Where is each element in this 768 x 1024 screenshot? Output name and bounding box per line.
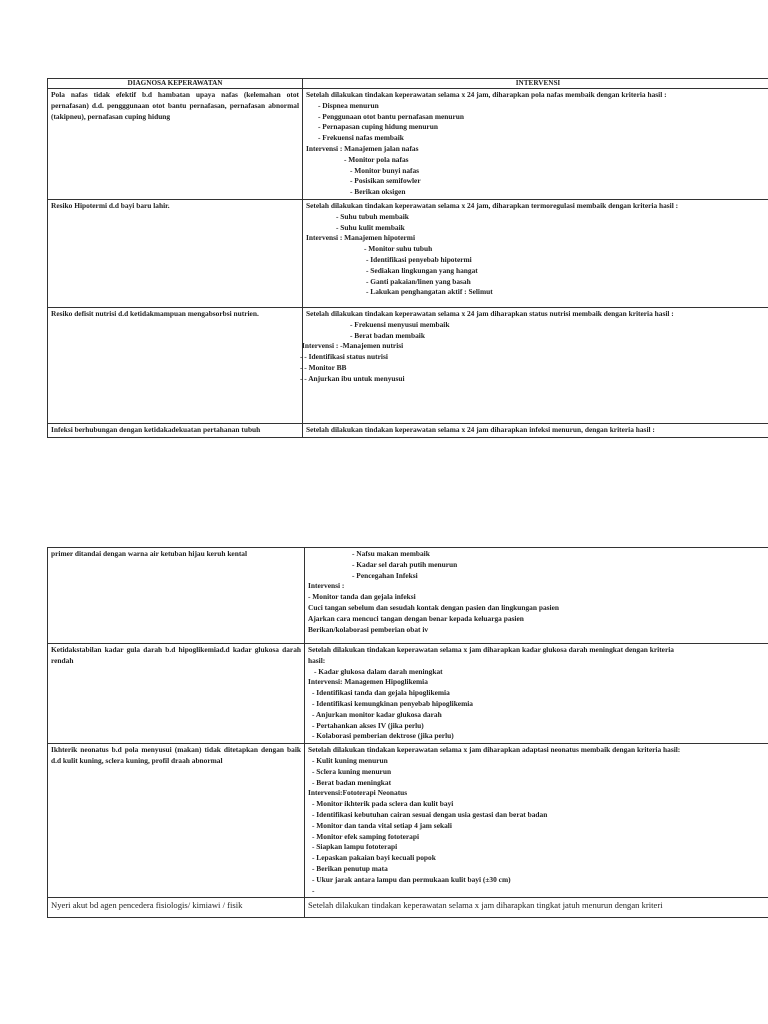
intervention-line: Intervensi : [308, 581, 345, 591]
intervention-line: Setelah dilakukan tindakan keperawatan selama x 24 jam diharapkan status nutrisi membaik dengan kriteria hasil : [306, 308, 674, 318]
intervention-line: - Nafsu makan membaik [352, 549, 430, 558]
table-body [48, 89, 768, 438]
diagnosis-cell: Resiko defisit nutrisi d.d ketidakmampuan mengabsorbsi nutrien. [48, 307, 303, 423]
intervention-line: Intervensi: Managemen Hipoglikemia [308, 677, 428, 687]
intervention-line: - Identifikasi tanda dan gejala hipoglikemia [312, 688, 450, 698]
intervention-line: - Identifikasi penyebab hipotermi [366, 254, 472, 264]
intervention-line: Setelah dilakukan tindakan keperawatan selama x 24 jam diharapkan infeksi menurun, dengan kriteria hasil : [306, 424, 655, 434]
intervention-cell [303, 89, 768, 200]
nursing-care-table-page-1 [47, 78, 768, 438]
intervention-line: Cuci tangan sebelum dan sesudah kontak dengan pasien dan lingkungan pasien [308, 602, 559, 612]
intervention-line: Intervensi : Manajemen jalan nafas [306, 143, 419, 153]
intervention-line: hasil: [308, 655, 326, 665]
intervention-cell [303, 199, 768, 307]
intervention-line: - [312, 885, 315, 895]
intervention-line: - Monitor tanda dan gejala infeksi [308, 592, 416, 602]
intervention-line: - Frekuensi nafas membaik [318, 133, 404, 143]
intervention-line: - Anjurkan monitor kadar glukosa darah [312, 709, 442, 719]
intervention-line: - Berikan penutup mata [312, 863, 388, 873]
intervention-line: - Pernapasan cuping hidung menurun [318, 122, 438, 132]
diagnosis-cell: Ikhterik neonatus b.d pola menyusui (makan) tidak ditetapkan dengan baik d.d kulit kuning, sclera kuning, profil draah abnormal [48, 744, 305, 898]
diagnosis-cell: Ketidakstabilan kadar gula darah b.d hipoglikemiad.d kadar glukosa darah rendah [48, 644, 305, 744]
diagnosis-cell: Resiko Hipotermi d.d bayi baru lahir. [48, 199, 303, 307]
intervention-line: - Kolaborasi pemberian dektrose (jika perlu) [312, 731, 454, 741]
diagnosis-cell: Nyeri akut bd agen pencedera fisiologis/ kimiawi / fisik [48, 898, 305, 918]
intervention-line: - Siapkan lampu fototerapi [312, 842, 398, 852]
intervention-line: - Monitor pola nafas [344, 154, 409, 164]
intervention-line: - Ukur jarak antara lampu dan permukaan kulit bayi (±30 cm) [312, 874, 511, 884]
table-row [48, 548, 768, 644]
intervention-line: - Lakukan penghangatan aktif : Selimut [366, 287, 493, 297]
intervention-line: - Suhu tubuh membaik [336, 211, 409, 221]
intervention-line: - - Identifikasi status nutrisi [300, 352, 388, 362]
intervention-line: - Suhu kulit membaik [336, 222, 405, 232]
table-body [48, 548, 768, 918]
intervention-cell [300, 307, 768, 423]
intervention-line: Berikan/kolaborasi pemberian obat iv [308, 624, 429, 634]
intervention-line: - Sclera kuning menurun [312, 766, 392, 776]
intervention-line: - Berat badan membaik [350, 330, 425, 340]
intervention-line: - - Anjurkan ibu untuk menyusui [300, 373, 405, 383]
diagnosis-cell: primer ditandai dengan warna air ketuban hijau keruh kental [48, 548, 305, 644]
intervention-line: Ajarkan cara mencuci tangan dengan benar kepada keluarga pasien [308, 613, 524, 623]
intervention-line: - Pencegahan Infeksi [352, 570, 418, 580]
header-intervention: INTERVENSI [303, 79, 768, 89]
intervention-line: - Posisikan semifowler [350, 176, 421, 186]
table-row [48, 199, 768, 307]
intervention-line: Setelah dilakukan tindakan keperawatan selama x 24 jam, diharapkan pola nafas membaik dengan kriteria hasil : [306, 90, 667, 99]
intervention-line: - Monitor dan tanda vital setiap 4 jam sekali [312, 820, 452, 830]
table-row [48, 898, 768, 918]
table-row [48, 644, 768, 744]
header-diagnosis: DIAGNOSA KEPERAWATAN [48, 79, 303, 89]
intervention-line: - - Monitor BB [300, 362, 347, 372]
intervention-line: - Identifikasi kemungkinan penyebab hipoglikemia [312, 698, 473, 708]
intervention-line: - Pertahankan akses IV (jika perlu) [312, 720, 424, 730]
intervention-line: - Kadar glukosa dalam darah meningkat [314, 666, 443, 676]
intervention-cell [305, 548, 768, 644]
intervention-cell [305, 898, 768, 918]
table-header-row [48, 79, 768, 89]
intervention-line: Intervensi : -Manajemen nutrisi [302, 341, 404, 351]
intervention-line: Intervensi:Fototerapi Neonatus [308, 788, 408, 798]
intervention-line: - Monitor bunyi nafas [350, 165, 420, 175]
table-row [48, 744, 768, 898]
intervention-line: Setelah dilakukan tindakan keperawatan selama x 24 jam, diharapkan termoregulasi membaik dengan kriteria hasil : [306, 200, 679, 210]
table-row [48, 89, 768, 200]
table-row [48, 423, 768, 437]
diagnosis-cell: Infeksi berhubungan dengan ketidakadekuatan pertahanan tubuh [48, 423, 303, 437]
nursing-care-table-page-2 [47, 547, 768, 918]
intervention-cell [305, 644, 768, 744]
intervention-line: - Sediakan lingkungan yang hangat [366, 265, 478, 275]
intervention-line: - Penggunaan otot bantu pernafasan menurun [318, 111, 464, 121]
intervention-cell [305, 744, 768, 898]
intervention-line: - Kulit kuning menurun [312, 755, 388, 765]
diagnosis-cell: Pola nafas tidak efektif b.d hambatan upaya nafas (kelemahan otot pernafasan) d.d. pengggunaan otot bantu pernafasan, pernafasan abnormal (takipneu), pernafasan cuping hidung [48, 89, 303, 200]
intervention-line: - Kadar sel darah putih menurun [352, 559, 458, 569]
intervention-line: - Frekuensi menyusui membaik [350, 319, 450, 329]
intervention-line: - Berat badan meningkat [312, 777, 392, 787]
intervention-line: - Monitor efek samping fototerapi [312, 831, 420, 841]
intervention-line: - Dispnea menurun [318, 100, 379, 110]
intervention-line: Setelah dilakukan tindakan keperawatan selama x jam diharapkan kadar glukosa darah meningkat dengan kriteria [308, 645, 674, 654]
intervention-line: - Monitor suhu tubuh [364, 244, 433, 254]
intervention-line: - Lepaskan pakaian bayi kecuali popok [312, 853, 436, 863]
intervention-line: - Identifikasi kebutuhan cairan sesuai dengan usia gestasi dan berat badan [312, 809, 548, 819]
table-row [48, 307, 768, 423]
intervention-cell [303, 423, 768, 437]
intervention-line: Setelah dilakukan tindakan keperawatan selama x jam diharapkan tingkat jatuh menurun dengan kriteri [308, 900, 663, 911]
intervention-line: - Monitor ikhterik pada sclera dan kulit bayi [312, 799, 454, 809]
intervention-line: - Berikan oksigen [350, 187, 406, 197]
intervention-line: Intervensi : Manajemen hipotermi [306, 233, 415, 243]
intervention-line: - Ganti pakaian/linen yang basah [366, 276, 471, 286]
intervention-line: Setelah dilakukan tindakan keperawatan selama x jam diharapkan adaptasi neonatus membaik dengan kriteria hasil: [308, 745, 681, 755]
